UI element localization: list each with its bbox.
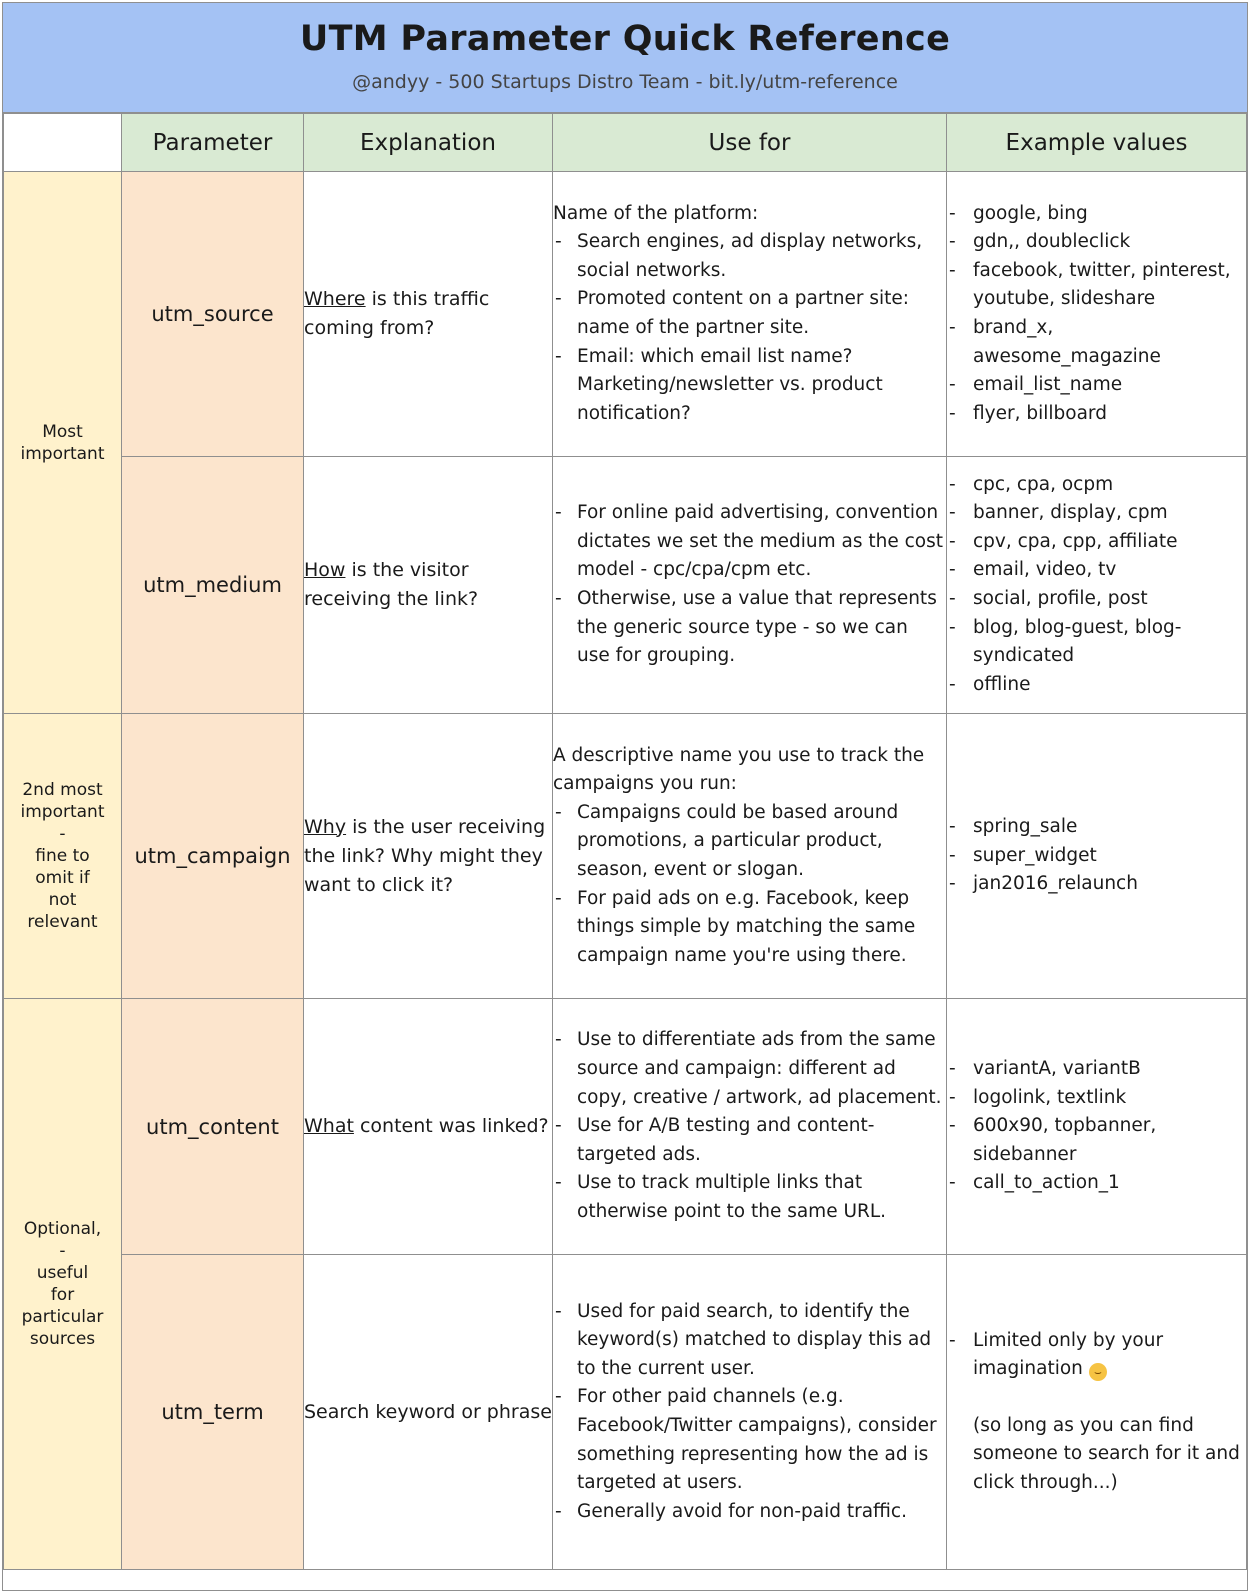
- list-item: - cpv, cpa, cpp, affiliate: [947, 528, 1246, 557]
- example-note: (so long as you can find someone to search for it and click through...): [973, 1414, 1240, 1493]
- use-for-list: [553, 1026, 946, 1226]
- explanation-text: Search keyword or phrase: [304, 1400, 552, 1423]
- example-list: [947, 1055, 1246, 1198]
- explanation-keyword: What: [304, 1115, 354, 1137]
- list-item: - For paid ads on e.g. Facebook, keep things simple by matching the same campaign name you're using there.: [553, 885, 946, 971]
- group-label-line: Most: [42, 421, 83, 442]
- example-values-cell: [947, 172, 1247, 457]
- explanation-text: is the user receiving the link? Why might they want to click it?: [304, 815, 546, 896]
- list-item: - flyer, billboard: [947, 400, 1246, 429]
- explanation-text: content was linked?: [353, 1115, 549, 1137]
- list-item: - spring_sale: [947, 813, 1246, 842]
- group-label-line: fine to: [35, 846, 90, 866]
- explanation-cell: [304, 714, 553, 999]
- group-label-line: omit if: [35, 868, 90, 888]
- list-item: - For online paid advertising, convention dictates we set the medium as the cost model - cpc/cpa/cpm etc.: [553, 499, 946, 585]
- explanation-keyword: Where: [304, 288, 366, 310]
- column-header-example-values: Example values: [947, 114, 1247, 172]
- table-row: [4, 999, 1247, 1255]
- column-header-explanation: Explanation: [304, 114, 553, 172]
- list-item: - Otherwise, use a value that represents the generic source type - so we can use for grouping.: [553, 585, 946, 671]
- group-label-line: relevant: [27, 912, 98, 932]
- wink-emoji-icon: ⌣: [1089, 1363, 1107, 1381]
- table-row: [4, 714, 1247, 999]
- group-label-line: important: [20, 443, 105, 464]
- use-for-list: [553, 799, 946, 971]
- example-list: [947, 200, 1246, 429]
- list-item: - Promoted content on a partner site: name of the partner site.: [553, 285, 946, 342]
- group-optional: [4, 999, 122, 1570]
- list-item: - Search engines, ad display networks, social networks.: [553, 228, 946, 285]
- page-title: UTM Parameter Quick Reference: [299, 19, 951, 59]
- column-header-use-for: Use for: [553, 114, 947, 172]
- reference-sheet: [2, 2, 1248, 1591]
- group-label-line: particular: [21, 1307, 104, 1327]
- list-item: - For other paid channels (e.g. Facebook/Twitter campaigns), consider something representing how the ad is targeted at users.: [553, 1383, 946, 1497]
- table-row: [4, 457, 1247, 714]
- group-second-most-important: [4, 714, 122, 999]
- list-item: - super_widget: [947, 842, 1246, 871]
- parameter-name: utm_medium: [122, 457, 304, 714]
- group-label-line: 2nd most: [22, 780, 103, 800]
- group-label-line: -: [59, 824, 66, 844]
- use-for-cell: [553, 714, 947, 999]
- list-item: - google, bing: [947, 200, 1246, 229]
- group-label-line: important: [20, 802, 105, 822]
- use-for-list: [553, 499, 946, 671]
- example-values-cell: [947, 714, 1247, 999]
- example-values-cell: [947, 999, 1247, 1255]
- use-for-intro: A descriptive name you use to track the campaigns you run:: [553, 744, 925, 795]
- list-item: - offline: [947, 671, 1246, 700]
- list-item: [947, 1327, 1246, 1384]
- list-item: - logolink, textlink: [947, 1084, 1246, 1113]
- list-item: - brand_x, awesome_magazine: [947, 314, 1246, 371]
- list-item: - Used for paid search, to identify the keyword(s) matched to display this ad to the current user.: [553, 1298, 946, 1384]
- list-item: - jan2016_relaunch: [947, 870, 1246, 899]
- list-item: - Use to track multiple links that otherwise point to the same URL.: [553, 1169, 946, 1226]
- list-item: - Use to differentiate ads from the same source and campaign: different ad copy, creative / artwork, ad placement.: [553, 1026, 946, 1112]
- list-item: - Use for A/B testing and content-targeted ads.: [553, 1112, 946, 1169]
- example-list: [947, 1327, 1246, 1384]
- list-item: - variantA, variantB: [947, 1055, 1246, 1084]
- parameter-name: utm_content: [122, 999, 304, 1255]
- list-item: - social, profile, post: [947, 585, 1246, 614]
- utm-reference-table: [3, 113, 1247, 1570]
- explanation-cell: [304, 172, 553, 457]
- explanation-keyword: How: [304, 559, 346, 581]
- explanation-cell: [304, 1255, 553, 1570]
- example-list: [947, 471, 1246, 700]
- list-item: - Email: which email list name? Marketing/newsletter vs. product notification?: [553, 343, 946, 429]
- use-for-list: [553, 1298, 946, 1527]
- use-for-list: [553, 228, 946, 428]
- list-item: - email, video, tv: [947, 556, 1246, 585]
- group-label-line: useful: [36, 1263, 89, 1283]
- example-text: Limited only by your imagination: [973, 1329, 1164, 1380]
- explanation-keyword: Why: [304, 815, 347, 838]
- group-label-line: not: [48, 890, 77, 910]
- use-for-cell: [553, 457, 947, 714]
- table-row: [4, 1255, 1247, 1570]
- column-header-parameter: Parameter: [122, 114, 304, 172]
- parameter-name: utm_term: [122, 1255, 304, 1570]
- table-header-row: [4, 114, 1247, 172]
- example-values-cell: [947, 457, 1247, 714]
- explanation-text: is this traffic coming from?: [304, 288, 490, 339]
- list-item: - gdn,, doubleclick: [947, 228, 1246, 257]
- group-label-line: sources: [29, 1329, 96, 1349]
- example-values-cell: [947, 1255, 1247, 1570]
- list-item: - 600x90, topbanner, sidebanner: [947, 1112, 1246, 1169]
- list-item: - email_list_name: [947, 371, 1246, 400]
- list-item: - blog, blog-guest, blog-syndicated: [947, 614, 1246, 671]
- explanation-cell: [304, 999, 553, 1255]
- list-item: - cpc, cpa, ocpm: [947, 471, 1246, 500]
- parameter-name: utm_campaign: [122, 714, 304, 999]
- use-for-cell: [553, 999, 947, 1255]
- explanation-text: is the visitor receiving the link?: [304, 559, 479, 610]
- page-subtitle: @andyy - 500 Startups Distro Team - bit.ly/utm-reference: [352, 71, 898, 93]
- list-item: - banner, display, cpm: [947, 499, 1246, 528]
- group-label-line: for: [50, 1285, 75, 1305]
- explanation-cell: [304, 457, 553, 714]
- use-for-cell: [553, 172, 947, 457]
- list-item: - facebook, twitter, pinterest, youtube, slideshare: [947, 257, 1246, 314]
- group-label-line: Optional,: [23, 1219, 102, 1239]
- corner-cell: [4, 114, 122, 172]
- use-for-intro: Name of the platform:: [553, 202, 759, 224]
- group-most-important: [4, 172, 122, 714]
- example-list: [947, 813, 1246, 899]
- list-item: - Generally avoid for non-paid traffic.: [553, 1498, 946, 1527]
- table-row: [4, 172, 1247, 457]
- parameter-name: utm_source: [122, 172, 304, 457]
- list-item: - call_to_action_1: [947, 1169, 1246, 1198]
- title-band: [3, 3, 1247, 113]
- use-for-cell: [553, 1255, 947, 1570]
- group-label-line: -: [59, 1241, 66, 1261]
- list-item: - Campaigns could be based around promotions, a particular product, season, event or slogan.: [553, 799, 946, 885]
